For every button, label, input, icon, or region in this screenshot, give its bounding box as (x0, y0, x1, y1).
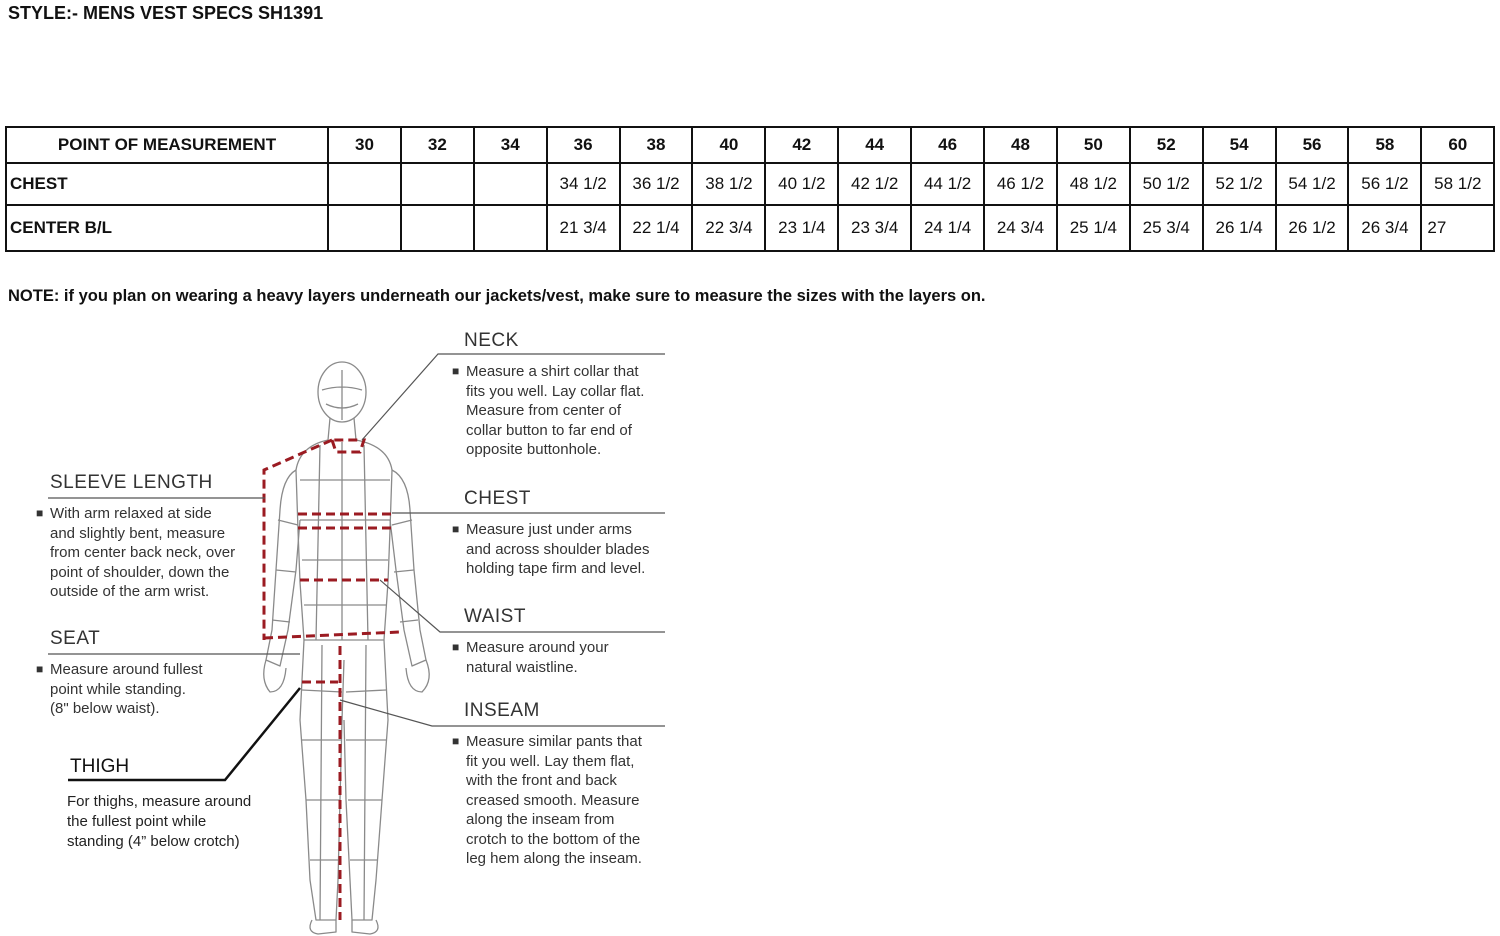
chest-heading: CHEST (464, 488, 531, 509)
table-row (6, 163, 1494, 205)
table-cell: 22 1/4 (620, 205, 693, 251)
column-header-size-60: 60 (1421, 127, 1494, 163)
neck-description: ■ Measure a shirt collar that fits you well. Lay collar flat. Measure from center of collar button to far end of opposite buttonhole. (452, 363, 645, 458)
column-header-size-46: 46 (911, 127, 984, 163)
bullet-icon: ■ (452, 522, 460, 536)
column-header-size-42: 42 (765, 127, 838, 163)
neck-heading: NECK (464, 330, 519, 351)
measurement-guide (0, 320, 700, 936)
thigh-description: For thighs, measure around the fullest point while standing (4” below crotch) (67, 793, 252, 850)
table-cell (401, 205, 474, 251)
table-cell: 26 1/4 (1203, 205, 1276, 251)
bullet-icon: ■ (36, 506, 44, 520)
sleeve-length-description: ■ With arm relaxed at side and slightly bent, measure from center back neck, over point of shoulder, down the outside of the arm wrist. (36, 505, 236, 600)
table-cell: 48 1/2 (1057, 163, 1130, 205)
inseam-heading: INSEAM (464, 700, 540, 721)
table-cell (328, 163, 401, 205)
column-header-size-50: 50 (1057, 127, 1130, 163)
column-header-size-48: 48 (984, 127, 1057, 163)
table-cell (401, 163, 474, 205)
table-cell: 24 1/4 (911, 205, 984, 251)
column-header-size-56: 56 (1276, 127, 1349, 163)
table-cell: 23 1/4 (765, 205, 838, 251)
waist-description: ■ Measure around your natural waistline. (452, 639, 609, 676)
table-cell: 50 1/2 (1130, 163, 1203, 205)
table-cell (328, 205, 401, 251)
table-cell: 34 1/2 (547, 163, 620, 205)
table-cell: 56 1/2 (1348, 163, 1421, 205)
sleeve-length-heading: SLEEVE LENGTH (50, 472, 213, 493)
bullet-icon: ■ (452, 640, 460, 654)
table-cell: 23 3/4 (838, 205, 911, 251)
row-label: CENTER B/L (6, 205, 328, 251)
table-cell: 52 1/2 (1203, 163, 1276, 205)
table-cell: 38 1/2 (692, 163, 765, 205)
inseam-description: ■ Measure similar pants that fit you well. Lay them flat, with the front and back creased smooth. Measure along the inseam from crotch to the bottom of the leg hem along the inseam. (452, 733, 642, 867)
column-header-point-of-measurement: POINT OF MEASUREMENT (6, 127, 328, 163)
size-spec-table (5, 126, 1495, 252)
table-cell: 25 3/4 (1130, 205, 1203, 251)
bullet-icon: ■ (452, 734, 460, 748)
seat-heading: SEAT (50, 628, 101, 649)
layering-note: NOTE: if you plan on wearing a heavy layers underneath our jackets/vest, make sure to measure the sizes with the layers on. (8, 287, 986, 305)
column-header-size-58: 58 (1348, 127, 1421, 163)
table-cell: 42 1/2 (838, 163, 911, 205)
column-header-size-36: 36 (547, 127, 620, 163)
table-cell: 26 3/4 (1348, 205, 1421, 251)
table-cell: 21 3/4 (547, 205, 620, 251)
table-cell (474, 205, 547, 251)
table-cell: 46 1/2 (984, 163, 1057, 205)
row-label: CHEST (6, 163, 328, 205)
table-cell: 22 3/4 (692, 205, 765, 251)
waist-heading: WAIST (464, 606, 526, 627)
bullet-icon: ■ (452, 364, 460, 378)
table-cell: 26 1/2 (1276, 205, 1349, 251)
column-header-size-54: 54 (1203, 127, 1276, 163)
column-header-size-38: 38 (620, 127, 693, 163)
page-title: STYLE:- MENS VEST SPECS SH1391 (8, 3, 324, 23)
bullet-icon: ■ (36, 662, 44, 676)
table-cell (474, 163, 547, 205)
table-cell: 25 1/4 (1057, 205, 1130, 251)
column-header-size-44: 44 (838, 127, 911, 163)
column-header-size-32: 32 (401, 127, 474, 163)
column-header-size-34: 34 (474, 127, 547, 163)
table-cell: 44 1/2 (911, 163, 984, 205)
chest-description: ■ Measure just under arms and across shoulder blades holding tape firm and level. (452, 521, 650, 577)
thigh-heading: THIGH (70, 756, 130, 777)
table-cell: 54 1/2 (1276, 163, 1349, 205)
table-cell: 27 (1421, 205, 1494, 251)
table-cell: 40 1/2 (765, 163, 838, 205)
table-cell: 36 1/2 (620, 163, 693, 205)
column-header-size-30: 30 (328, 127, 401, 163)
table-cell: 24 3/4 (984, 205, 1057, 251)
column-header-size-40: 40 (692, 127, 765, 163)
table-header-row (6, 127, 1494, 163)
seat-description: ■ Measure around fullest point while standing. (8" below waist). (36, 661, 203, 717)
column-header-size-52: 52 (1130, 127, 1203, 163)
table-cell: 58 1/2 (1421, 163, 1494, 205)
table-row (6, 205, 1494, 251)
